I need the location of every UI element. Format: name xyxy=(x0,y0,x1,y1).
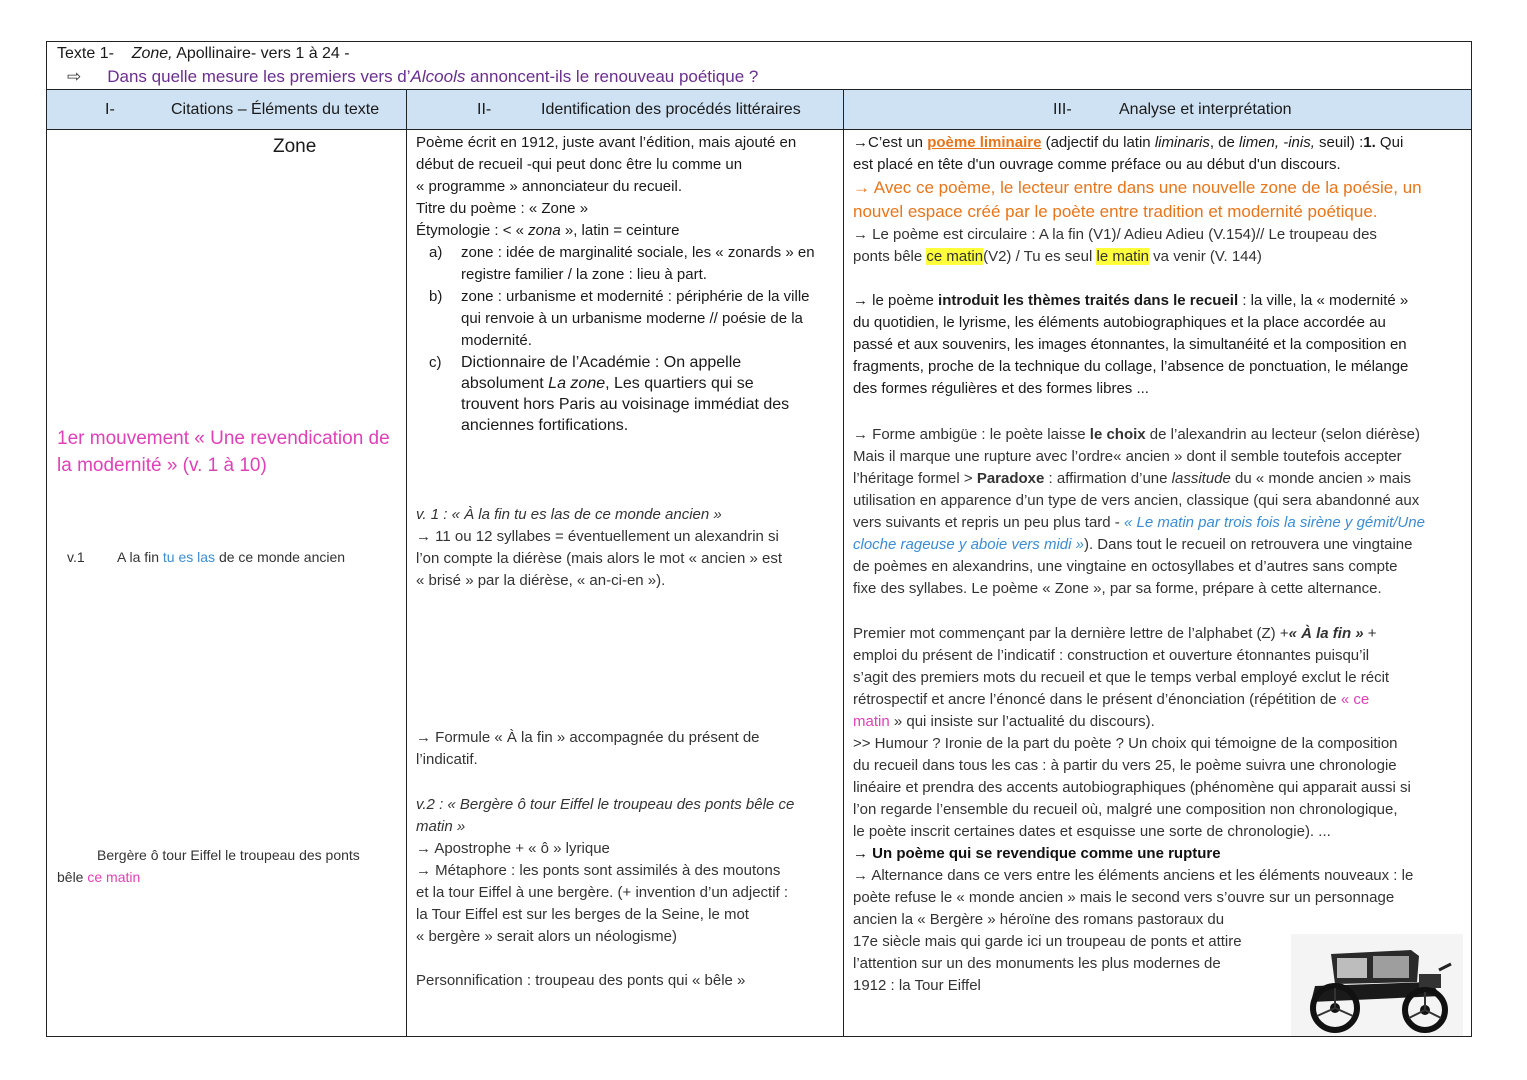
text-line: linéaire et prendra des accents autobiographiques (phénomène qui apparait aussi si xyxy=(853,779,1411,796)
column-2-number: II- xyxy=(477,101,492,118)
text-line: , de xyxy=(1209,134,1240,151)
verse-text: de ce monde ancien xyxy=(215,549,346,565)
text-line: du quotidien, le lyrisme, les éléments autobiographiques et la place accordée au xyxy=(853,314,1386,331)
verse-reference: v. 1 : « À la fin tu es las de ce monde ancien » xyxy=(416,506,722,523)
text-line: « brisé » par la diérèse, « an-ci-en »). xyxy=(416,572,666,589)
column-divider xyxy=(843,90,844,1036)
verse-2-analysis xyxy=(416,794,834,992)
column-3-number: III- xyxy=(1053,101,1072,118)
text-line: l’héritage formel > xyxy=(853,470,977,487)
text-line: emploi du présent de l’indicatif : construction et ouverture étonnantes puisqu’il xyxy=(853,647,1370,664)
column-2-header: Identification des procédés littéraires xyxy=(541,101,801,118)
list-marker: c) xyxy=(429,354,442,371)
text-line: zone : idée de marginalité sociale, les « zonards » en xyxy=(461,244,815,261)
verse-1-number: v.1 xyxy=(67,549,85,565)
text-italic: lassitude xyxy=(1171,470,1231,487)
formula-note xyxy=(416,727,834,771)
text-line: vers suivants et repris un peu plus tard - xyxy=(853,514,1124,531)
text-line: s’agit des premiers mots du recueil et que le temps verbal employé exclut le récit xyxy=(853,669,1390,686)
text-line: → Apostrophe + « ô » lyrique xyxy=(416,840,610,857)
text-line: ponts bêle xyxy=(853,248,927,265)
text-line: » qui insiste sur l’actualité du discours). xyxy=(889,713,1155,730)
form-paragraph xyxy=(853,424,1463,600)
text-line: Titre du poème : « Zone » xyxy=(416,200,589,217)
text-line: l’attention sur un des monuments les plus modernes de xyxy=(853,955,1221,972)
poem-title: Zone xyxy=(273,136,317,157)
text-line: → Alternance dans ce vers entre les éléments anciens et les éléments nouveaux : le xyxy=(853,867,1414,884)
text-line: : affirmation d’une xyxy=(1044,470,1172,487)
title-bar xyxy=(47,42,1471,90)
worksheet xyxy=(46,41,1472,1037)
text-line: Personnification : troupeau des ponts qui « bêle » xyxy=(416,972,746,989)
text-line: du recueil dans tous les cas : à partir du vers 25, le poème suivra une chronologie xyxy=(853,757,1397,774)
text-reference xyxy=(57,45,350,63)
text-line: 17e siècle mais qui garde ici un troupeau de ponts et attire xyxy=(853,933,1242,950)
text-line: → le poème xyxy=(853,292,939,309)
text-line: absolument xyxy=(461,375,549,392)
text-line: va venir (V. 144) xyxy=(1149,248,1262,265)
text-line: Poème écrit en 1912, juste avant l’édition, mais ajouté en xyxy=(416,134,797,151)
text-line: fixe des syllabes. Le poème « Zone », par sa forme, prépare à cette alternance. xyxy=(853,580,1382,597)
list-marker: b) xyxy=(429,288,443,305)
text-line: Dictionnaire de l’Académie : On appelle xyxy=(461,354,742,371)
text-line: → Le poème est circulaire : A la fin (V1)/ Adieu Adieu (V.154)// Le troupeau des xyxy=(853,226,1377,243)
text-line: l’on regarde l’ensemble du recueil où, malgré une composition non chronologique, xyxy=(853,801,1398,818)
text-line: : la ville, la « modernité » xyxy=(1238,292,1409,309)
text-line: → Avec ce poème, le lecteur entre dans une nouvelle zone de la poésie, un xyxy=(853,178,1422,197)
text-line: la Tour Eiffel est sur les berges de la Seine, le mot xyxy=(416,906,749,923)
text-line: registre familier / la zone : lieu à part. xyxy=(461,266,707,283)
text-line: >> Humour ? Ironie de la part du poète ? Un choix qui témoigne de la composition xyxy=(853,735,1398,752)
quoted-verse: cloche rageuse y aboie vers midi » xyxy=(853,536,1084,553)
etymology-line xyxy=(416,220,834,242)
themes-paragraph xyxy=(853,290,1463,400)
text-label: Texte 1- xyxy=(57,45,114,62)
text-line: → 11 ou 12 syllabes = éventuellement un alexandrin si xyxy=(416,528,779,545)
text-line: passé et aux souvenirs, les images étonnantes, la simultanéité et la composition en xyxy=(853,336,1407,353)
movement-heading-line: 1er mouvement « Une revendication de xyxy=(57,428,390,449)
text-line: est placé en tête d'un ouvrage comme préface ou au début d'un discours. xyxy=(853,156,1341,173)
text-line: ). Dans tout le recueil on retrouvera une vingtaine xyxy=(1083,536,1413,553)
text-bold: introduit les thèmes traités dans le recueil xyxy=(938,292,1239,309)
list-item xyxy=(429,242,834,286)
text-line: seuil) : xyxy=(1314,134,1364,151)
text-line: utilisation en apparence d’un type de vers ancien, classique (qui sera abandonné aux xyxy=(853,492,1420,509)
list-marker: a) xyxy=(429,244,443,261)
highlighted-phrase: ce matin xyxy=(926,248,984,265)
column-divider xyxy=(406,90,407,1036)
circular-poem-note xyxy=(853,224,1463,268)
text-line: l’on compte la diérèse (mais alors le mot « ancien » est xyxy=(416,550,783,567)
text-line: Mais il marque une rupture avec l’ordre« ancien » dont il semble toutefois accepter xyxy=(853,448,1402,465)
verse-text: A la fin xyxy=(117,549,163,565)
column-header-row xyxy=(47,90,1471,130)
list-item xyxy=(429,352,834,436)
text-italic: zona xyxy=(528,222,561,239)
text-line: poète refuse le « monde ancien » mais le second vers s’ouvre sur un personnage xyxy=(853,889,1395,906)
text-line: (adjectif du latin xyxy=(1041,134,1155,151)
question-italic: Alcools xyxy=(410,67,466,86)
question-prefix: Dans quelle mesure les premiers vers d’ xyxy=(107,67,411,86)
text-line: → Métaphore : les ponts sont assimilés à des moutons xyxy=(416,862,781,879)
work-title: Zone, xyxy=(131,45,173,62)
verse-reference: matin » xyxy=(416,818,466,835)
text-line: », latin = ceinture xyxy=(560,222,680,239)
text-line: de poèmes en alexandrins, une vingtaine en octosyllabes et d’autres sans compte xyxy=(853,558,1398,575)
list-item xyxy=(429,286,834,352)
highlighted-phrase: « ce xyxy=(1340,691,1370,708)
movement-heading xyxy=(57,425,390,479)
text-line: trouvent hors Paris au voisinage immédiat des xyxy=(461,396,790,413)
verse-text: Bergère ô tour Eiffel le troupeau des ponts xyxy=(97,847,360,863)
text-line: et la tour Eiffel à une bergère. (+ invention d’un adjectif : xyxy=(416,884,789,901)
text-line: de l’alexandrin au lecteur (selon diérèse) xyxy=(1145,426,1420,443)
highlighted-phrase: matin xyxy=(853,713,890,730)
verse-2-quote xyxy=(57,844,397,888)
verse-reference: v.2 : « Bergère ô tour Eiffel le troupeau des ponts bêle ce xyxy=(416,796,795,813)
text-line: 1912 : la Tour Eiffel xyxy=(853,977,981,994)
text-line: des formes régulières et des formes libres ... xyxy=(853,380,1149,397)
text-line: ancien la « Bergère » héroïne des romans pastoraux du xyxy=(853,911,1225,928)
arrow-right-icon: ⇨ xyxy=(67,67,82,86)
liminal-poem-definition xyxy=(853,132,1463,176)
text-line: → Formule « À la fin » accompagnée du présent de xyxy=(416,729,760,746)
text-line: qui renvoie à un urbanisme moderne // poésie de la xyxy=(461,310,803,327)
problematic-question xyxy=(67,67,758,87)
text-line: « bergère » serait alors un néologisme) xyxy=(416,928,677,945)
vintage-car-illustration xyxy=(1291,934,1463,1036)
verse-highlight: ce matin xyxy=(87,869,141,885)
verse-highlight: tu es las xyxy=(162,549,216,565)
text-line: début de recueil -qui peut donc être lu comme un xyxy=(416,156,743,173)
text-line: , Les quartiers qui se xyxy=(605,375,754,392)
verse-1-analysis xyxy=(416,504,834,592)
work-details: Apollinaire- vers 1 à 24 - xyxy=(176,45,350,62)
text-line: nouvel espace créé par le poète entre tradition et modernité poétique. xyxy=(853,202,1378,221)
question-suffix: annoncent-ils le renouveau poétique ? xyxy=(465,67,759,86)
text-line: →C’est un xyxy=(853,134,928,151)
column-1-number: I- xyxy=(105,101,115,118)
poem-intro xyxy=(416,132,834,242)
text-line: modernité. xyxy=(461,332,532,349)
text-line: → Forme ambigüe : le poète laisse xyxy=(853,426,1090,443)
text-line: anciennes fortifications. xyxy=(461,417,629,434)
text-line: (V2) / Tu es seul xyxy=(983,248,1097,265)
column-1-header: Citations – Éléments du texte xyxy=(171,101,380,118)
text-bold: le choix xyxy=(1089,426,1146,443)
key-statement xyxy=(853,176,1463,224)
key-term-link[interactable]: poème liminaire xyxy=(927,134,1042,151)
verse-1-quote xyxy=(117,546,345,568)
text-line: fragments, proche de la technique du collage, l’absence de ponctuation, le mélange xyxy=(853,358,1409,375)
text-line: l’indicatif. xyxy=(416,751,478,768)
text-line: du « monde ancien » mais xyxy=(1230,470,1411,487)
text-line: « programme » annonciateur du recueil. xyxy=(416,178,682,195)
text-line: Étymologie : < « xyxy=(416,222,529,239)
text-bold: « À la fin » xyxy=(1288,625,1364,642)
text-line: le poète inscrit certaines dates et esquisse une sorte de chronologie). ... xyxy=(853,823,1331,840)
text-italic: La zone xyxy=(548,375,606,392)
text-italic: liminaris xyxy=(1154,134,1210,151)
text-bold: Paradoxe xyxy=(976,470,1045,487)
highlighted-phrase: le matin xyxy=(1096,248,1150,265)
text-line: + xyxy=(1363,625,1377,642)
text-italic: limen, -inis, xyxy=(1239,134,1315,151)
text-line: rétrospectif et ancre l’énoncé dans le présent d’énonciation (répétition de xyxy=(853,691,1341,708)
zone-definitions-list xyxy=(429,242,834,436)
quoted-verse: « Le matin par trois fois la sirène y gémit/Une xyxy=(1123,514,1425,531)
text-bold: 1. xyxy=(1363,134,1376,151)
verse-text: bêle xyxy=(57,869,88,885)
key-conclusion: → Un poème qui se revendique comme une rupture xyxy=(853,845,1221,862)
column-3-header: Analyse et interprétation xyxy=(1119,101,1292,118)
text-line: Premier mot commençant par la dernière lettre de l’alphabet (Z) + xyxy=(853,625,1289,642)
text-line: zone : urbanisme et modernité : périphérie de la ville xyxy=(461,288,810,305)
text-line: Qui xyxy=(1375,134,1404,151)
movement-heading-line: la modernité » (v. 1 à 10) xyxy=(57,455,267,476)
